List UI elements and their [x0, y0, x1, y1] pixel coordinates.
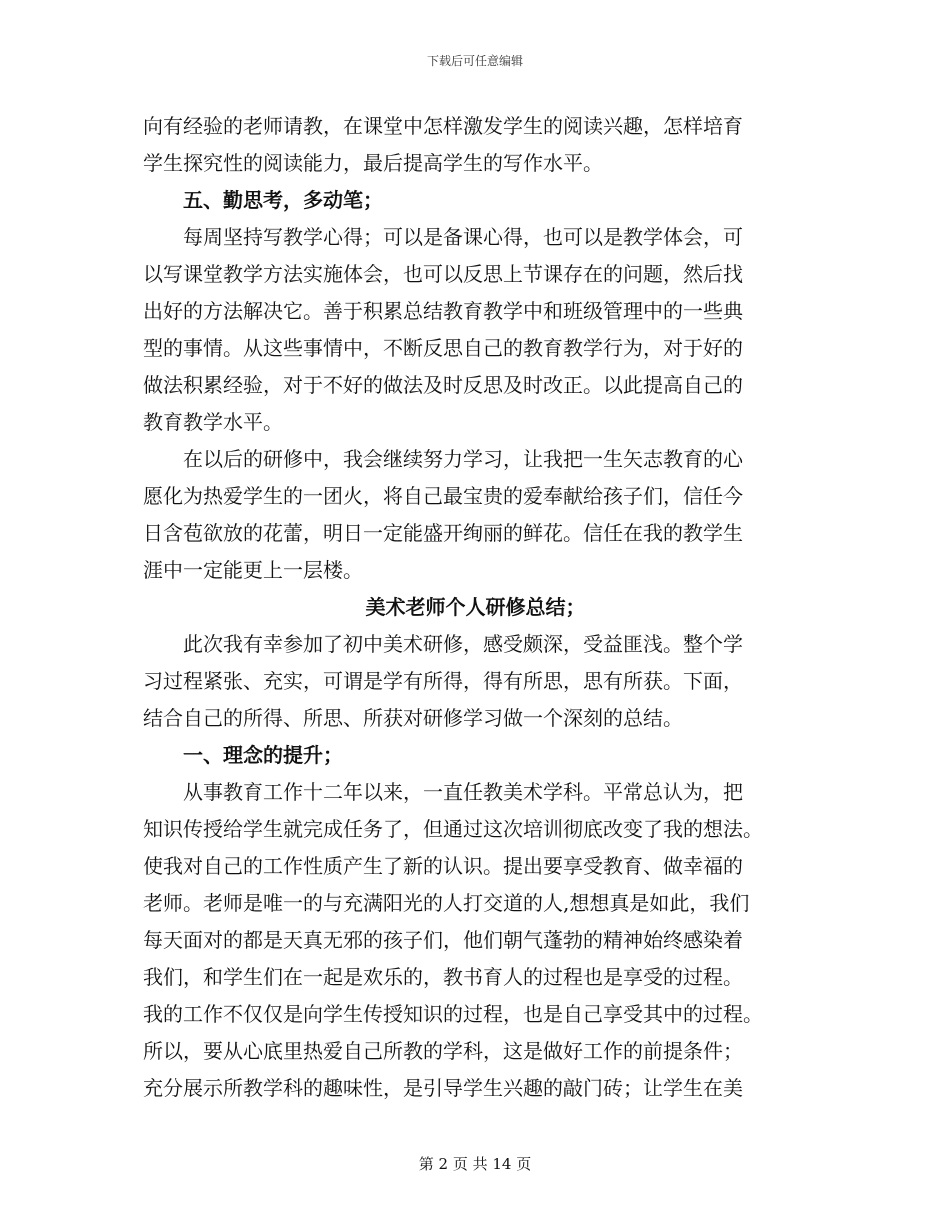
text-line: 从事教育工作十二年以来，一直任教美术学科。平常总认为，把: [183, 780, 743, 804]
text-line: 学生探究性的阅读能力，最后提高学生的写作水平。: [143, 151, 603, 175]
text-line: 使我对自己的工作性质产生了新的认识。提出要享受教育、做幸福的: [143, 854, 743, 878]
text-line: 我们，和学生们在一起是欢乐的，教书育人的过程也是享受的过程。: [143, 965, 743, 989]
document-title: 美术老师个人研修总结；: [365, 595, 586, 619]
text-line: 做法积累经验，对于不好的做法及时反思及时改正。以此提高自己的: [143, 373, 743, 397]
text-line: 习过程紧张、充实，可谓是学有所得，得有所思，思有所获。下面，: [143, 669, 743, 693]
text-line: 我的工作不仅仅是向学生传授知识的过程，也是自己享受其中的过程。: [143, 1002, 763, 1026]
text-line: 每周坚持写教学心得；可以是备课心得，也可以是教学体会，可: [183, 225, 743, 249]
text-line: 向有经验的老师请教，在课堂中怎样激发学生的阅读兴趣，怎样培育: [143, 114, 743, 138]
text-line: 以写课堂教学方法实施体会，也可以反思上节课存在的问题，然后找: [143, 262, 743, 286]
text-line: 在以后的研修中，我会继续努力学习，让我把一生矢志教育的心: [183, 447, 743, 471]
text-line: 所以，要从心底里热爱自己所教的学科，这是做好工作的前提条件；: [143, 1039, 743, 1063]
text-line: 日含苞欲放的花蕾，明日一定能盛开绚丽的鲜花。信任在我的教学生: [143, 521, 743, 545]
text-line: 知识传授给学生就完成任务了，但通过这次培训彻底改变了我的想法。: [143, 817, 763, 841]
text-line: 愿化为热爱学生的一团火，将自己最宝贵的爱奉献给孩子们，信任今: [143, 484, 743, 508]
text-line: 结合自己的所得、所思、所获对研修学习做一个深刻的总结。: [143, 706, 683, 730]
text-line: 每天面对的都是天真无邪的孩子们，他们朝气蓬勃的精神始终感染着: [143, 928, 743, 952]
text-line: 老师。老师是唯一的与充满阳光的人打交道的人,想想真是如此，我们: [143, 891, 750, 915]
document-body: [143, 108, 808, 1107]
section-heading: 五、勤思考，多动笔；: [183, 188, 383, 212]
page-header: 下载后可任意编辑: [426, 54, 523, 68]
text-line: 教育教学水平。: [143, 410, 283, 434]
text-line: 充分展示所教学科的趣味性，是引导学生兴趣的敲门砖；让学生在美: [143, 1076, 743, 1100]
text-line: 涯中一定能更上一层楼。: [143, 558, 363, 582]
text-line: 出好的方法解决它。善于积累总结教育教学中和班级管理中的一些典: [143, 299, 743, 323]
text-line: 此次我有幸参加了初中美术研修，感受颇深，受益匪浅。整个学: [183, 632, 743, 656]
page-footer: 第 2 页 共 14 页: [418, 1155, 532, 1173]
section-heading: 一、理念的提升；: [183, 743, 343, 767]
text-line: 型的事情。从这些事情中，不断反思自己的教育教学行为，对于好的: [143, 336, 743, 360]
